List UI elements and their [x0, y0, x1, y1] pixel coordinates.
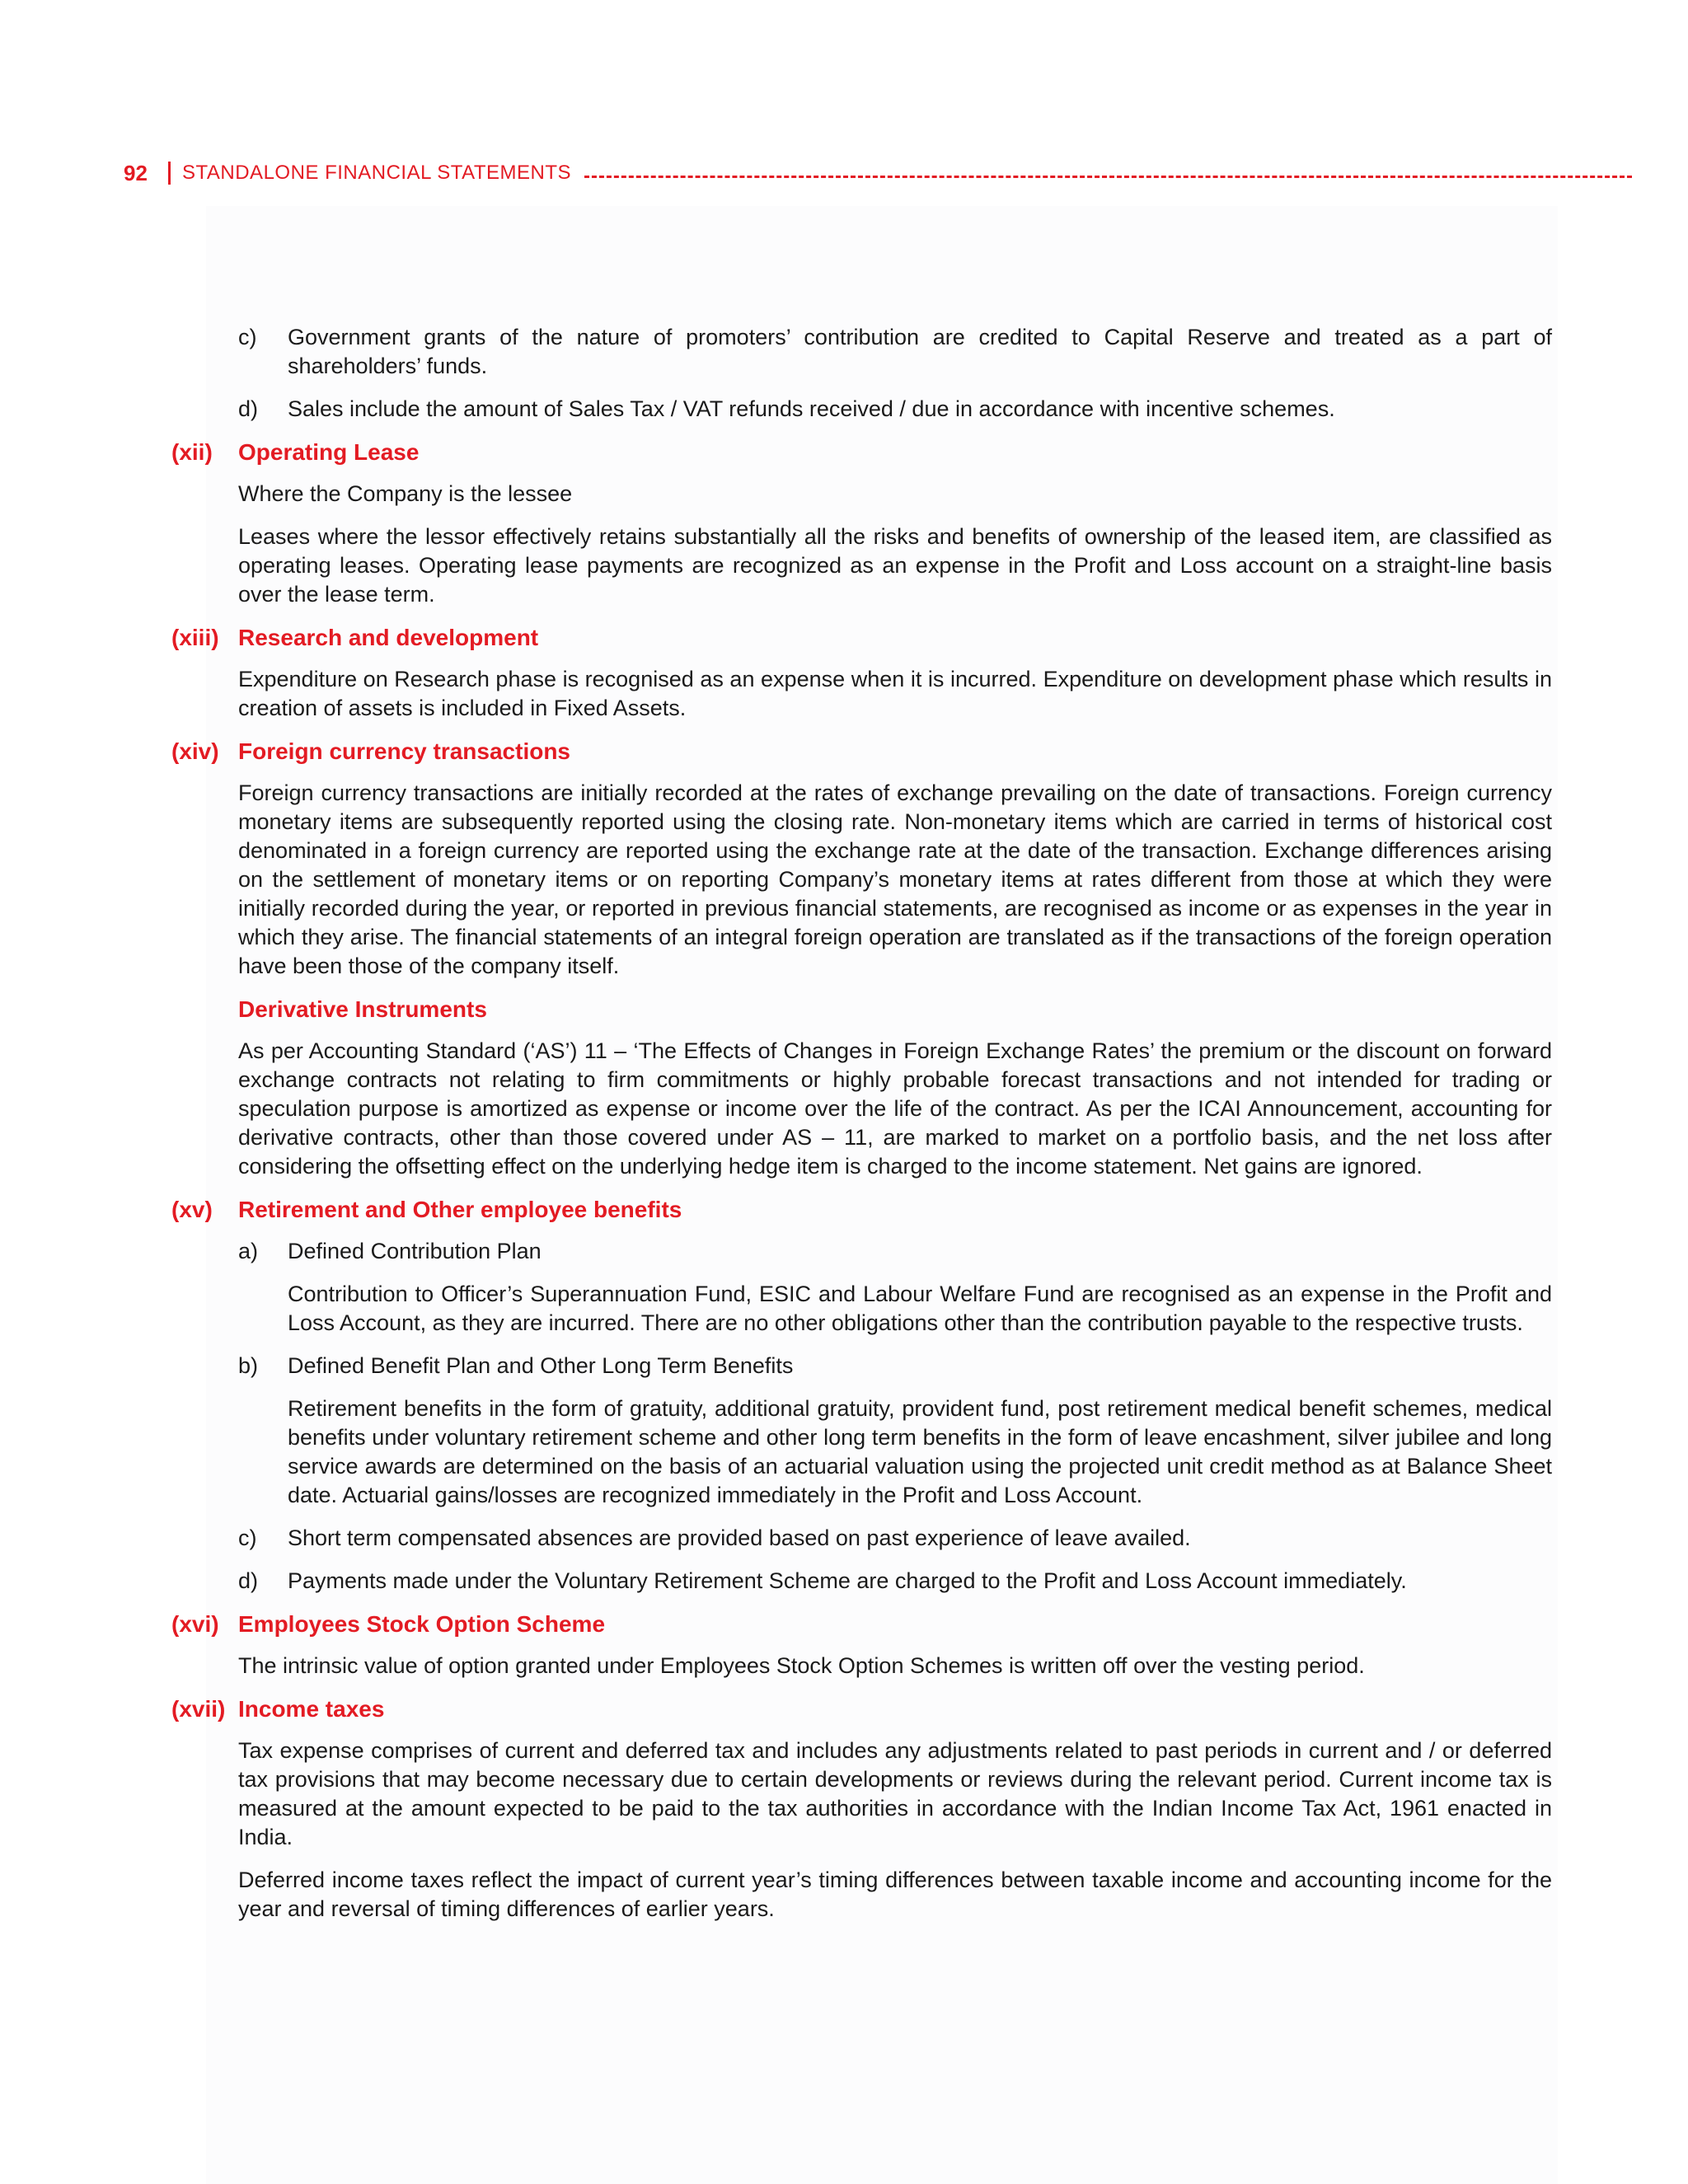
section-title: Research and development	[238, 625, 539, 650]
list-text: Defined Benefit Plan and Other Long Term Benefits	[288, 1353, 794, 1378]
list-item	[238, 1567, 1552, 1596]
paragraph: Leases where the lessor effectively retains substantially all the risks and benefits of ownership of the leased item, are classified as operating leases. Operating lease payments are recognized as an expense in the Profit and Loss account on a straight-line basis over the lease term.	[238, 524, 1552, 607]
paragraph: Tax expense comprises of current and deferred tax and includes any adjustments related to past periods in current and / or deferred tax provisions that may become necessary due to certain developments or reviews during the relevant period. Current income tax is measured at the amount expected to be paid to the tax authorities in accordance with the Indian Income Tax Act, 1961 enacted in India.	[238, 1738, 1552, 1849]
list-text: Defined Contribution Plan	[288, 1239, 542, 1263]
section-number: (xvi)	[171, 1611, 219, 1637]
list-item	[238, 395, 1552, 424]
header-separator	[168, 162, 171, 185]
section-heading-foreign-currency	[171, 737, 1552, 766]
page-number: 92	[124, 160, 148, 185]
header-dashed-rule	[584, 176, 1632, 178]
section-title: Operating Lease	[238, 439, 420, 465]
list-item	[238, 1524, 1552, 1553]
page-header	[124, 157, 1632, 190]
section-heading-esop	[171, 1610, 1552, 1638]
list-marker: a)	[238, 1239, 259, 1263]
list-marker: d)	[238, 396, 259, 421]
list-text: Government grants of the nature of promoters’ contribution are credited to Capital Reserve and treated as a part of shareholders’ funds.	[288, 325, 1552, 378]
section-title: STANDALONE FINANCIAL STATEMENTS	[182, 162, 572, 184]
section-heading-retirement	[171, 1195, 1552, 1224]
section-number: (xii)	[171, 439, 213, 465]
section-title: Foreign currency transactions	[238, 738, 571, 764]
section-title: Income taxes	[238, 1696, 385, 1722]
paragraph: Where the Company is the lessee	[238, 481, 573, 506]
paragraph: Expenditure on Research phase is recognised as an expense when it is incurred. Expenditure on development phase which results in creation of assets is included in Fixed Assets.	[238, 667, 1552, 720]
paragraph: Contribution to Officer’s Superannuation Fund, ESIC and Labour Welfare Fund are recognised as an expense in the Profit and Loss Account, as they are incurred. There are no other obligations other than the contribution payable to the respective trusts.	[288, 1282, 1552, 1335]
section-heading-income-taxes	[171, 1694, 1552, 1723]
list-marker: b)	[238, 1353, 259, 1378]
section-number: (xv)	[171, 1197, 213, 1222]
subsection-heading-derivatives: Derivative Instruments	[238, 996, 487, 1022]
section-title: Employees Stock Option Scheme	[238, 1611, 606, 1637]
section-number: (xvii)	[171, 1696, 226, 1722]
paragraph: Foreign currency transactions are initially recorded at the rates of exchange prevailing on the date of transactions. Foreign currency monetary items are subsequently reported using the closing rate. Non-monetary items which are carried in terms of historical cost denominated in a foreign currency are reported using the exchange rate at the date of the transaction. Exchange differences arising on the settlement of monetary items or on reporting Company’s monetary items at rates different from those at which they were initially recorded during the year, or reported in previous financial statements, are recognised as income or as expenses in the year in which they arise. The financial statements of an integral foreign operation are translated as if the transactions of the foreign operation have been those of the company itself.	[238, 780, 1552, 978]
paragraph: The intrinsic value of option granted under Employees Stock Option Schemes is written off over the vesting period.	[238, 1653, 1365, 1678]
list-text: Sales include the amount of Sales Tax / VAT refunds received / due in accordance with incentive schemes.	[288, 396, 1335, 421]
paragraph: Retirement benefits in the form of gratuity, additional gratuity, provident fund, post retirement medical benefit schemes, medical benefits under voluntary retirement scheme and other long term benefits in the form of leave encashment, silver jubilee and long service awards are determined on the basis of an actuarial valuation using the projected unit credit method as at Balance Sheet date. Actuarial gains/losses are recognized immediately in the Profit and Loss Account.	[288, 1396, 1552, 1507]
paragraph: As per Accounting Standard (‘AS’) 11 – ‘The Effects of Changes in Foreign Exchange Rates’ the premium or the discount on forward exchange contracts not relating to firm commitments or highly probable forecast transactions and not intended for trading or speculation purpose is amortized as expense or income over the life of the contract. As per the ICAI Announcement, accounting for derivative contracts, other than those covered under AS – 11, are marked to market on a portfolio basis, and the net loss after considering the offsetting effect on the underlying hedge item is charged to the income statement. Net gains are ignored.	[238, 1038, 1552, 1179]
section-heading-operating-lease	[171, 438, 1552, 466]
list-item	[238, 323, 1552, 381]
list-text: Short term compensated absences are provided based on past experience of leave availed.	[288, 1526, 1191, 1550]
section-number: (xiv)	[171, 738, 219, 764]
section-number: (xiii)	[171, 625, 219, 650]
list-marker: c)	[238, 1526, 257, 1550]
list-text: Payments made under the Voluntary Retirement Scheme are charged to the Profit and Loss Account immediately.	[288, 1568, 1407, 1593]
section-title: Retirement and Other employee benefits	[238, 1197, 682, 1222]
list-item	[238, 1352, 1552, 1380]
list-marker: c)	[238, 325, 257, 349]
list-item	[238, 1237, 1552, 1266]
section-heading-research	[171, 623, 1552, 652]
list-marker: d)	[238, 1568, 259, 1593]
document-body	[171, 323, 1552, 1938]
paragraph: Deferred income taxes reflect the impact of current year’s timing differences between taxable income and accounting income for the year and reversal of timing differences of earlier years.	[238, 1868, 1552, 1921]
